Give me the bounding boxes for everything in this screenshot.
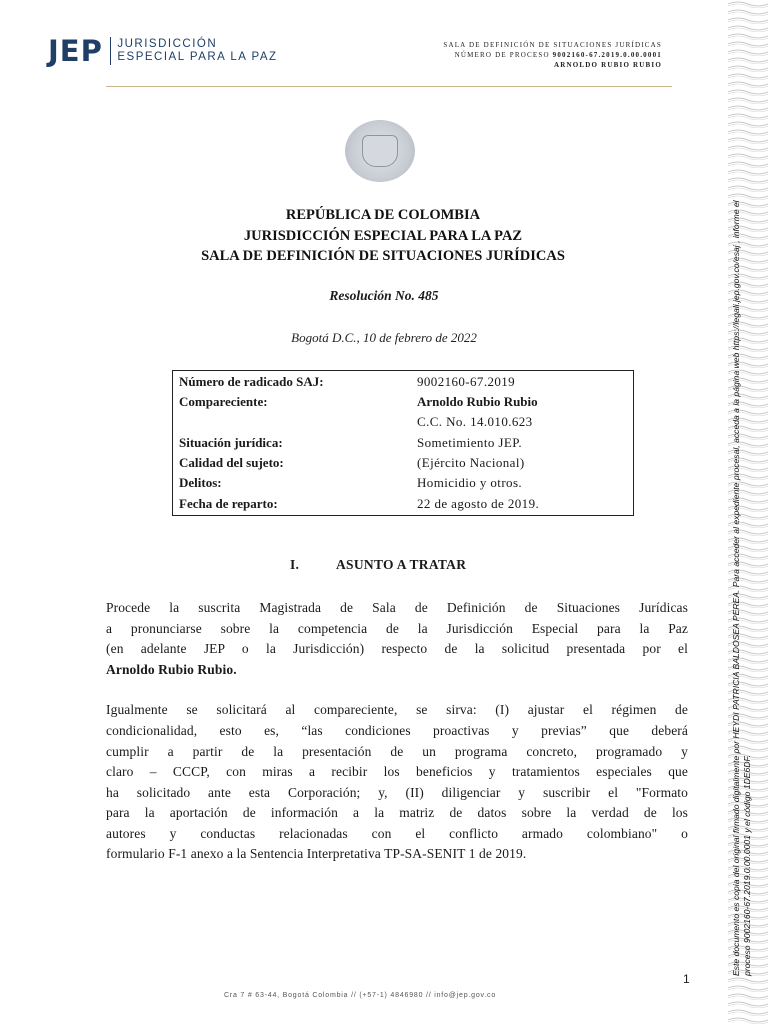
paragraph-line: cumplir a partir de la presentación de un programa concreto, programado y xyxy=(106,744,688,759)
info-label: Compareciente: xyxy=(179,394,268,409)
colombia-seal-icon xyxy=(345,120,415,182)
info-row xyxy=(173,392,633,412)
section-number: I. xyxy=(290,557,300,572)
coat-of-arms-icon xyxy=(362,135,398,167)
paragraph-line: formulario F-1 anexo a la Sentencia Interpretativa TP-SA-SENIT 1 de 2019. xyxy=(106,846,527,861)
paragraph-line: (en adelante JEP o la Jurisdicción) respecto de la solicitud presentada por el xyxy=(106,641,688,656)
logo-line-1: JURISDICCIÓN xyxy=(117,38,218,50)
logo-divider xyxy=(110,37,112,65)
info-row xyxy=(173,494,633,514)
signature-notice-line-2: proceso 9002160-67.2019.0.00.0001 y el código 1DE6DF. xyxy=(742,754,752,976)
info-value: Sometimiento JEP. xyxy=(417,435,523,450)
resolution-number: Resolución No. 485 xyxy=(329,288,439,303)
paragraph-line: para la aportación de información a la matriz de datos sobre la verdad de los xyxy=(106,805,688,820)
logo-line-2: ESPECIAL PARA LA PAZ xyxy=(117,51,278,63)
info-value: (Ejército Nacional) xyxy=(417,455,525,470)
info-value: 9002160-67.2019 xyxy=(417,374,516,389)
info-row xyxy=(173,433,633,453)
paragraph-line: Arnoldo Rubio Rubio. xyxy=(106,662,237,677)
header-process-number xyxy=(443,50,662,60)
info-label: Fecha de reparto: xyxy=(179,496,278,511)
logo-text xyxy=(117,38,277,64)
info-value: Arnoldo Rubio Rubio xyxy=(417,394,538,409)
page-number: 1 xyxy=(683,972,690,986)
signature-notice-line-1: Este documento es copia del original firmado digitalmente por HEYDI PATRICIA BALDOSEA PEREA. Para acceder al expediente procesal, acceda a la página web https://legali.jep.gov.co/esaj , informe el xyxy=(731,200,741,976)
paragraph-line: a pronunciarse sobre la competencia de la Jurisdicción Especial para la Paz xyxy=(106,621,688,636)
digital-signature-notice xyxy=(731,106,753,976)
header-divider xyxy=(106,86,672,87)
info-label: Situación jurídica: xyxy=(179,435,283,450)
header-process-label: NÚMERO DE PROCESO xyxy=(454,51,553,59)
info-row xyxy=(173,473,633,493)
document-title xyxy=(0,205,768,267)
logo-mark: JEP xyxy=(48,33,103,68)
info-value: Homicidio y otros. xyxy=(417,475,523,490)
jep-logo xyxy=(48,34,278,68)
paragraph-line: Igualmente se solicitará al compareciente, se sirva: (I) ajustar el régimen de xyxy=(106,702,688,717)
header-person-name: ARNOLDO RUBIO RUBIO xyxy=(554,61,662,69)
paragraph-line: condicionalidad, esto es, “las condiciones proactivas y previas” que deberá xyxy=(106,723,688,738)
info-label: Delitos: xyxy=(179,475,222,490)
header-process-info xyxy=(443,40,662,70)
title-line-3: SALA DE DEFINICIÓN DE SITUACIONES JURÍDICAS xyxy=(201,248,565,264)
paragraph-line: ha solicitado ante esta Corporación; y, (II) diligenciar y suscribir el "Formato xyxy=(106,785,688,800)
paragraph-line: claro – CCCP, con miras a recibir los beneficios y tratamientos especiales que xyxy=(106,764,688,779)
section-title: ASUNTO A TRATAR xyxy=(336,557,467,572)
title-line-1: REPÚBLICA DE COLOMBIA xyxy=(285,207,481,223)
info-row xyxy=(173,372,633,392)
footer-contact: Cra 7 # 63-44, Bogotá Colombia // (+57-1) 4846980 // info@jep.gov.co xyxy=(223,992,497,999)
info-label: Calidad del sujeto: xyxy=(179,455,284,470)
paragraph-line: autores y conductas relacionadas con el conflicto armado colombiano" o xyxy=(106,826,688,841)
resolution-date: Bogotá D.C., 10 de febrero de 2022 xyxy=(291,330,477,345)
info-row xyxy=(173,412,633,432)
info-value: C.C. No. 14.010.623 xyxy=(417,414,533,429)
case-info-table xyxy=(172,370,634,516)
info-label: Número de radicado SAJ: xyxy=(179,374,324,389)
title-line-2: JURISDICCIÓN ESPECIAL PARA LA PAZ xyxy=(243,227,523,244)
header-process-value: 9002160-67.2019.0.00.0001 xyxy=(552,51,662,59)
info-row xyxy=(173,453,633,473)
info-value: 22 de agosto de 2019. xyxy=(417,496,540,511)
paragraph-line: Procede la suscrita Magistrada de Sala de Definición de Situaciones Jurídicas xyxy=(106,600,688,615)
header-chamber: SALA DE DEFINICIÓN DE SITUACIONES JURÍDICAS xyxy=(443,41,662,49)
